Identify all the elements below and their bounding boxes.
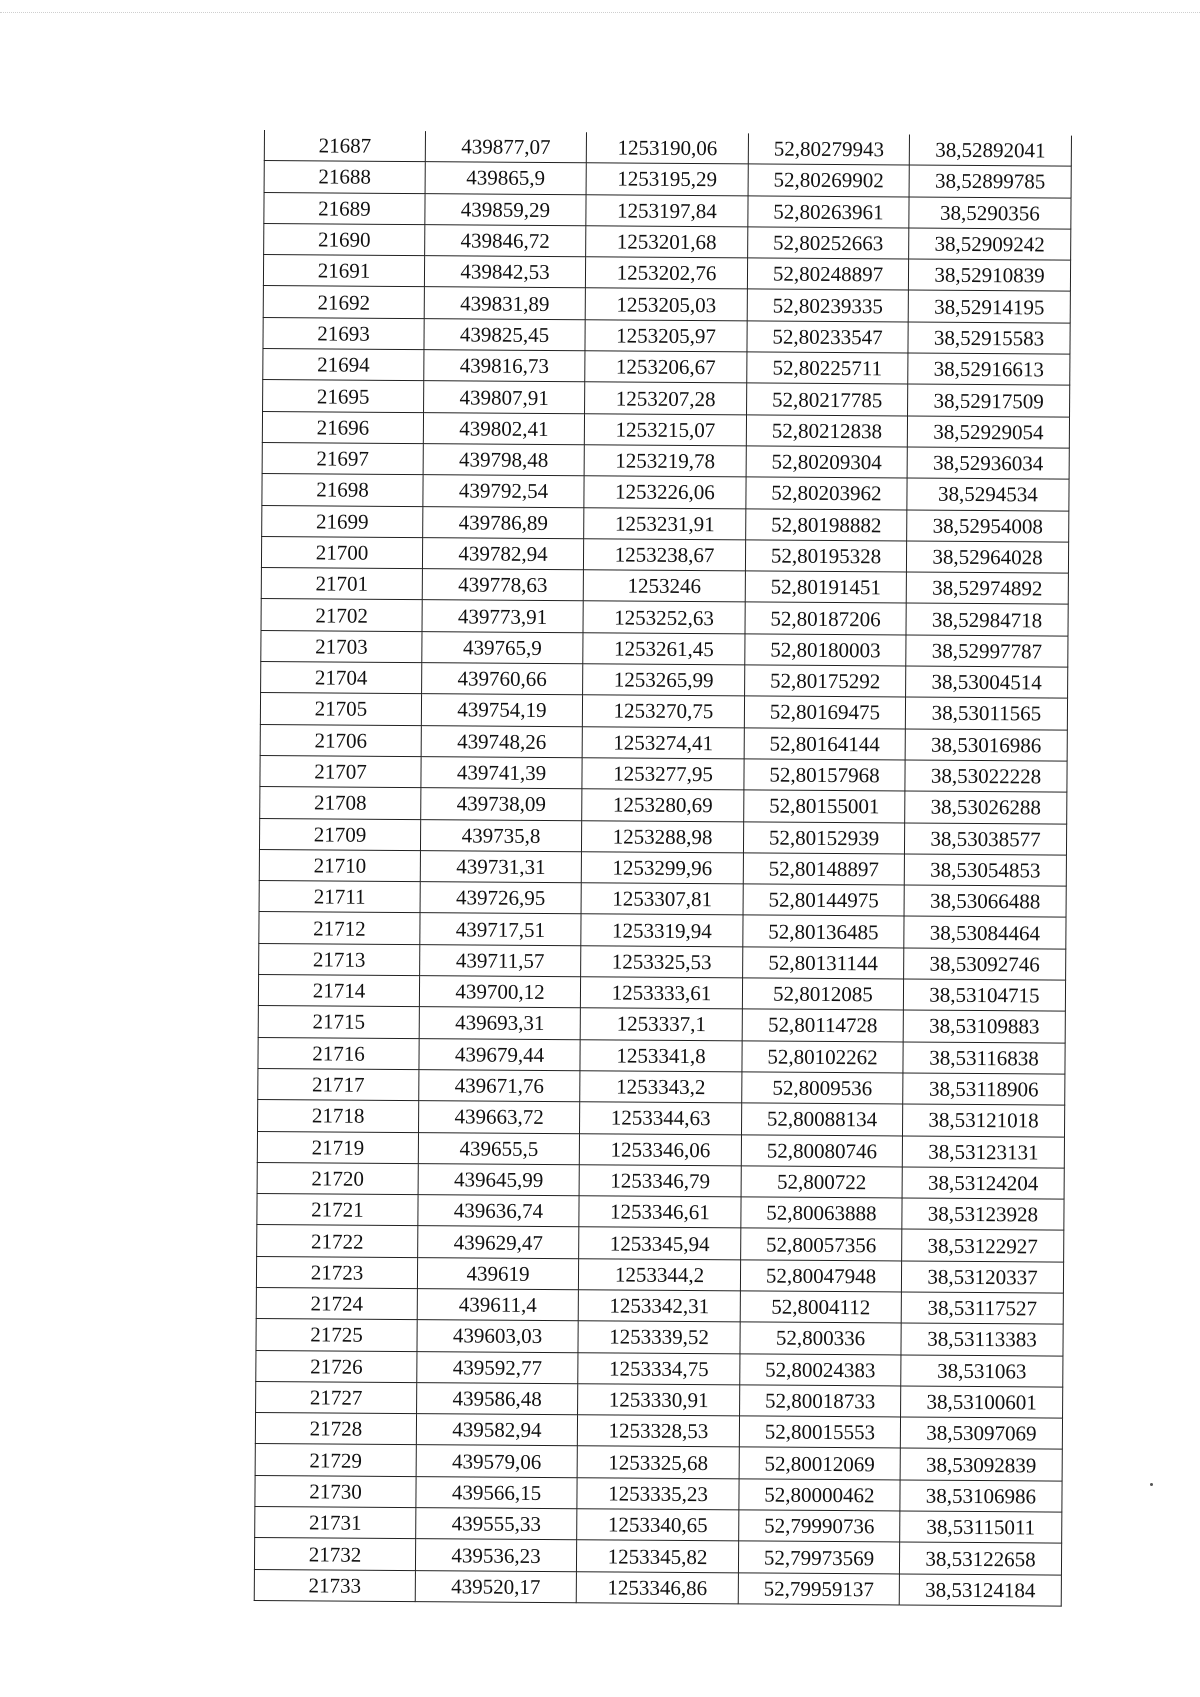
y-coordinate-cell: 1253197,84	[586, 194, 748, 226]
longitude-cell: 38,52929054	[907, 416, 1069, 448]
latitude-cell: 52,80217785	[747, 383, 908, 415]
latitude-cell: 52,80175292	[745, 665, 906, 697]
y-coordinate-cell: 1253307,81	[581, 883, 743, 915]
longitude-cell: 38,52915583	[908, 322, 1070, 354]
point-number-cell: 21715	[258, 1006, 419, 1038]
latitude-cell: 52,80024383	[740, 1353, 901, 1385]
latitude-cell: 52,80015553	[739, 1416, 900, 1448]
x-coordinate-cell: 439566,15	[416, 1476, 577, 1508]
coordinate-table	[254, 130, 1072, 1607]
y-coordinate-cell: 1253201,68	[586, 226, 748, 258]
longitude-cell: 38,53066488	[904, 885, 1066, 917]
latitude-cell: 52,80198882	[746, 508, 907, 540]
longitude-cell: 38,53123131	[902, 1135, 1064, 1167]
point-number-cell: 21692	[263, 286, 424, 318]
point-number-cell: 21696	[262, 411, 423, 443]
point-number-cell: 21723	[256, 1256, 417, 1288]
y-coordinate-cell: 1253345,94	[579, 1227, 741, 1259]
y-coordinate-cell: 1253299,96	[581, 852, 743, 884]
point-number-cell: 21689	[264, 192, 425, 224]
y-coordinate-cell: 1253339,52	[578, 1321, 740, 1353]
longitude-cell: 38,52954008	[907, 510, 1069, 542]
point-number-cell: 21712	[259, 912, 420, 944]
latitude-cell: 52,80012069	[739, 1447, 900, 1479]
longitude-cell: 38,52917509	[908, 384, 1070, 416]
longitude-cell: 38,53122658	[899, 1542, 1061, 1574]
point-number-cell: 21708	[260, 787, 421, 819]
coordinate-table-wrapper	[254, 130, 1066, 1607]
latitude-cell: 52,80088134	[741, 1103, 902, 1135]
y-coordinate-cell: 1253238,67	[583, 539, 745, 571]
y-coordinate-cell: 1253340,65	[577, 1509, 739, 1541]
y-coordinate-cell: 1253252,63	[583, 601, 745, 633]
latitude-cell: 52,79959137	[738, 1573, 899, 1605]
x-coordinate-cell: 439555,33	[416, 1508, 577, 1540]
y-coordinate-cell: 1253325,68	[577, 1446, 739, 1478]
longitude-cell: 38,53113383	[901, 1323, 1063, 1355]
latitude-cell: 52,80080746	[741, 1134, 902, 1166]
longitude-cell: 38,52964028	[906, 541, 1068, 573]
x-coordinate-cell: 439741,39	[421, 757, 582, 789]
latitude-cell: 52,80212838	[746, 415, 907, 447]
y-coordinate-cell: 1253328,53	[577, 1415, 739, 1447]
point-number-cell: 21716	[258, 1037, 419, 1069]
x-coordinate-cell: 439865,9	[425, 162, 586, 194]
latitude-cell: 52,80279943	[748, 133, 909, 165]
point-number-cell: 21700	[261, 536, 422, 568]
latitude-cell: 52,80164144	[744, 728, 905, 760]
point-number-cell: 21725	[256, 1319, 417, 1351]
point-number-cell: 21707	[260, 755, 421, 787]
y-coordinate-cell: 1253334,75	[578, 1352, 740, 1384]
point-number-cell: 21695	[263, 380, 424, 412]
y-coordinate-cell: 1253341,8	[580, 1039, 742, 1071]
x-coordinate-cell: 439700,12	[419, 976, 580, 1008]
y-coordinate-cell: 1253337,1	[580, 1008, 742, 1040]
longitude-cell: 38,52997787	[906, 635, 1068, 667]
x-coordinate-cell: 439663,72	[419, 1101, 580, 1133]
y-coordinate-cell: 1253206,67	[585, 351, 747, 383]
x-coordinate-cell: 439765,9	[422, 631, 583, 663]
latitude-cell: 52,80148897	[743, 853, 904, 885]
x-coordinate-cell: 439536,23	[415, 1539, 576, 1571]
latitude-cell: 52,80157968	[744, 759, 905, 791]
point-number-cell: 21701	[261, 568, 422, 600]
scan-speck	[1150, 1483, 1153, 1486]
latitude-cell: 52,80063888	[741, 1197, 902, 1229]
longitude-cell: 38,53123928	[902, 1198, 1064, 1230]
x-coordinate-cell: 439825,45	[424, 318, 585, 350]
longitude-cell: 38,52914195	[908, 290, 1070, 322]
x-coordinate-cell: 439802,41	[423, 412, 584, 444]
x-coordinate-cell: 439579,06	[416, 1445, 577, 1477]
point-number-cell: 21724	[256, 1287, 417, 1319]
x-coordinate-cell: 439798,48	[423, 444, 584, 476]
y-coordinate-cell: 1253231,91	[584, 507, 746, 539]
x-coordinate-cell: 439735,8	[420, 819, 581, 851]
longitude-cell: 38,53124204	[902, 1167, 1064, 1199]
y-coordinate-cell: 1253265,99	[583, 664, 745, 696]
longitude-cell: 38,531063	[901, 1355, 1063, 1387]
longitude-cell: 38,53116838	[903, 1042, 1065, 1074]
y-coordinate-cell: 1253335,23	[577, 1477, 739, 1509]
longitude-cell: 38,5294534	[907, 478, 1069, 510]
latitude-cell: 52,80269902	[748, 164, 909, 196]
latitude-cell: 52,80152939	[743, 821, 904, 853]
x-coordinate-cell: 439859,29	[425, 193, 586, 225]
point-number-cell: 21703	[261, 630, 422, 662]
point-number-cell: 21691	[263, 255, 424, 287]
point-number-cell: 21705	[260, 693, 421, 725]
point-number-cell: 21728	[255, 1413, 416, 1445]
latitude-cell: 52,80195328	[745, 540, 906, 572]
latitude-cell: 52,80047948	[740, 1260, 901, 1292]
longitude-cell: 38,53120337	[901, 1261, 1063, 1293]
point-number-cell: 21690	[264, 223, 425, 255]
longitude-cell: 38,53092746	[904, 948, 1066, 980]
y-coordinate-cell: 1253346,79	[579, 1165, 741, 1197]
latitude-cell: 52,80144975	[743, 884, 904, 916]
x-coordinate-cell: 439645,99	[418, 1163, 579, 1195]
longitude-cell: 38,53016986	[905, 729, 1067, 761]
x-coordinate-cell: 439754,19	[421, 694, 582, 726]
x-coordinate-cell: 439520,17	[415, 1570, 576, 1602]
longitude-cell: 38,53117527	[901, 1292, 1063, 1324]
x-coordinate-cell: 439726,95	[420, 882, 581, 914]
y-coordinate-cell: 1253261,45	[583, 632, 745, 664]
x-coordinate-cell: 439655,5	[418, 1132, 579, 1164]
point-number-cell: 21718	[258, 1100, 419, 1132]
x-coordinate-cell: 439582,94	[416, 1414, 577, 1446]
y-coordinate-cell: 1253219,78	[584, 445, 746, 477]
y-coordinate-cell: 1253246	[583, 570, 745, 602]
point-number-cell: 21698	[262, 474, 423, 506]
latitude-cell: 52,80187206	[745, 602, 906, 634]
x-coordinate-cell: 439773,91	[422, 600, 583, 632]
x-coordinate-cell: 439679,44	[419, 1038, 580, 1070]
longitude-cell: 38,52916613	[908, 353, 1070, 385]
x-coordinate-cell: 439693,31	[419, 1007, 580, 1039]
longitude-cell: 38,53054853	[904, 854, 1066, 886]
point-number-cell: 21720	[257, 1162, 418, 1194]
point-number-cell: 21729	[255, 1444, 416, 1476]
longitude-cell: 38,53104715	[903, 979, 1065, 1011]
latitude-cell: 52,80191451	[745, 571, 906, 603]
longitude-cell: 38,53022228	[905, 760, 1067, 792]
longitude-cell: 38,53121018	[902, 1104, 1064, 1136]
point-number-cell: 21731	[255, 1507, 416, 1539]
longitude-cell: 38,53115011	[900, 1511, 1062, 1543]
longitude-cell: 38,52936034	[907, 447, 1069, 479]
y-coordinate-cell: 1253205,03	[585, 288, 747, 320]
longitude-cell: 38,52974892	[906, 572, 1068, 604]
latitude-cell: 52,8009536	[742, 1072, 903, 1104]
point-number-cell: 21709	[259, 818, 420, 850]
point-number-cell: 21721	[257, 1194, 418, 1226]
y-coordinate-cell: 1253346,86	[576, 1571, 738, 1603]
longitude-cell: 38,53124184	[899, 1574, 1061, 1606]
x-coordinate-cell: 439831,89	[424, 287, 585, 319]
y-coordinate-cell: 1253346,06	[579, 1133, 741, 1165]
x-coordinate-cell: 439611,4	[417, 1289, 578, 1321]
x-coordinate-cell: 439629,47	[418, 1226, 579, 1258]
x-coordinate-cell: 439786,89	[423, 506, 584, 538]
y-coordinate-cell: 1253270,75	[582, 695, 744, 727]
point-number-cell: 21719	[257, 1131, 418, 1163]
x-coordinate-cell: 439877,07	[425, 131, 586, 163]
x-coordinate-cell: 439816,73	[424, 350, 585, 382]
latitude-cell: 52,800722	[741, 1166, 902, 1198]
longitude-cell: 38,52892041	[909, 135, 1071, 167]
x-coordinate-cell: 439846,72	[425, 225, 586, 257]
x-coordinate-cell: 439842,53	[424, 256, 585, 288]
point-number-cell: 21706	[260, 724, 421, 756]
y-coordinate-cell: 1253202,76	[585, 257, 747, 289]
y-coordinate-cell: 1253333,61	[580, 977, 742, 1009]
latitude-cell: 52,80203962	[746, 477, 907, 509]
point-number-cell: 21699	[262, 505, 423, 537]
longitude-cell: 38,52910839	[908, 259, 1070, 291]
y-coordinate-cell: 1253344,63	[580, 1102, 742, 1134]
y-coordinate-cell: 1253205,97	[585, 320, 747, 352]
point-number-cell: 21730	[255, 1475, 416, 1507]
point-number-cell: 21694	[263, 349, 424, 381]
latitude-cell: 52,80102262	[742, 1040, 903, 1072]
longitude-cell: 38,53084464	[904, 916, 1066, 948]
x-coordinate-cell: 439671,76	[419, 1070, 580, 1102]
latitude-cell: 52,80248897	[747, 258, 908, 290]
point-number-cell: 21717	[258, 1068, 419, 1100]
x-coordinate-cell: 439603,03	[417, 1320, 578, 1352]
longitude-cell: 38,53038577	[904, 823, 1066, 855]
point-number-cell: 21733	[254, 1569, 415, 1601]
latitude-cell: 52,79973569	[738, 1541, 899, 1573]
latitude-cell: 52,800336	[740, 1322, 901, 1354]
longitude-cell: 38,53100601	[901, 1386, 1063, 1418]
latitude-cell: 52,80018733	[740, 1385, 901, 1417]
latitude-cell: 52,80114728	[742, 1009, 903, 1041]
longitude-cell: 38,53118906	[903, 1073, 1065, 1105]
x-coordinate-cell: 439717,51	[420, 913, 581, 945]
latitude-cell: 52,8012085	[742, 978, 903, 1010]
y-coordinate-cell: 1253226,06	[584, 476, 746, 508]
longitude-cell: 38,52899785	[909, 165, 1071, 197]
point-number-cell: 21693	[263, 317, 424, 349]
x-coordinate-cell: 439782,94	[422, 537, 583, 569]
x-coordinate-cell: 439748,26	[421, 725, 582, 757]
latitude-cell: 52,80209304	[746, 446, 907, 478]
latitude-cell: 52,80225711	[747, 352, 908, 384]
point-number-cell: 21727	[256, 1381, 417, 1413]
y-coordinate-cell: 1253342,31	[578, 1290, 740, 1322]
latitude-cell: 52,8004112	[740, 1291, 901, 1323]
y-coordinate-cell: 1253345,82	[576, 1540, 738, 1572]
y-coordinate-cell: 1253277,95	[582, 758, 744, 790]
x-coordinate-cell: 439792,54	[423, 475, 584, 507]
x-coordinate-cell: 439778,63	[422, 569, 583, 601]
latitude-cell: 52,80252663	[748, 227, 909, 259]
x-coordinate-cell: 439731,31	[420, 850, 581, 882]
y-coordinate-cell: 1253195,29	[586, 163, 748, 195]
point-number-cell: 21704	[261, 662, 422, 694]
y-coordinate-cell: 1253325,53	[581, 945, 743, 977]
longitude-cell: 38,5290356	[909, 197, 1071, 229]
point-number-cell: 21687	[264, 130, 425, 162]
longitude-cell: 38,53097069	[900, 1417, 1062, 1449]
table-row	[254, 1569, 1061, 1606]
point-number-cell: 21688	[264, 161, 425, 193]
point-number-cell: 21702	[261, 599, 422, 631]
x-coordinate-cell: 439636,74	[418, 1195, 579, 1227]
longitude-cell: 38,53106986	[900, 1480, 1062, 1512]
y-coordinate-cell: 1253215,07	[584, 413, 746, 445]
longitude-cell: 38,52909242	[909, 228, 1071, 260]
point-number-cell: 21732	[254, 1538, 415, 1570]
x-coordinate-cell: 439592,77	[417, 1351, 578, 1383]
longitude-cell: 38,53026288	[905, 791, 1067, 823]
longitude-cell: 38,52984718	[906, 603, 1068, 635]
y-coordinate-cell: 1253274,41	[582, 726, 744, 758]
point-number-cell: 21710	[259, 849, 420, 881]
y-coordinate-cell: 1253343,2	[580, 1071, 742, 1103]
x-coordinate-cell: 439760,66	[422, 663, 583, 695]
y-coordinate-cell: 1253190,06	[586, 132, 748, 164]
latitude-cell: 52,80155001	[744, 790, 905, 822]
x-coordinate-cell: 439586,48	[417, 1382, 578, 1414]
point-number-cell: 21697	[262, 442, 423, 474]
point-number-cell: 21714	[258, 974, 419, 1006]
coordinate-table-body	[254, 130, 1071, 1606]
x-coordinate-cell: 439619	[417, 1257, 578, 1289]
longitude-cell: 38,53011565	[905, 697, 1067, 729]
longitude-cell: 38,53109883	[903, 1010, 1065, 1042]
latitude-cell: 52,80136485	[743, 915, 904, 947]
y-coordinate-cell: 1253319,94	[581, 914, 743, 946]
longitude-cell: 38,53004514	[906, 666, 1068, 698]
x-coordinate-cell: 439738,09	[421, 788, 582, 820]
point-number-cell: 21722	[257, 1225, 418, 1257]
latitude-cell: 52,79990736	[739, 1510, 900, 1542]
latitude-cell: 52,80263961	[748, 195, 909, 227]
scan-top-edge	[0, 12, 1200, 13]
y-coordinate-cell: 1253330,91	[578, 1384, 740, 1416]
y-coordinate-cell: 1253207,28	[585, 382, 747, 414]
latitude-cell: 52,80131144	[743, 947, 904, 979]
y-coordinate-cell: 1253346,61	[579, 1196, 741, 1228]
longitude-cell: 38,53122927	[902, 1229, 1064, 1261]
longitude-cell: 38,53092839	[900, 1448, 1062, 1480]
x-coordinate-cell: 439807,91	[424, 381, 585, 413]
latitude-cell: 52,80169475	[744, 696, 905, 728]
y-coordinate-cell: 1253288,98	[581, 820, 743, 852]
latitude-cell: 52,80233547	[747, 321, 908, 353]
y-coordinate-cell: 1253280,69	[582, 789, 744, 821]
latitude-cell: 52,80180003	[745, 634, 906, 666]
latitude-cell: 52,80000462	[739, 1479, 900, 1511]
y-coordinate-cell: 1253344,2	[578, 1258, 740, 1290]
point-number-cell: 21713	[259, 943, 420, 975]
point-number-cell: 21726	[256, 1350, 417, 1382]
latitude-cell: 52,80239335	[747, 289, 908, 321]
point-number-cell: 21711	[259, 881, 420, 913]
x-coordinate-cell: 439711,57	[420, 944, 581, 976]
latitude-cell: 52,80057356	[741, 1228, 902, 1260]
